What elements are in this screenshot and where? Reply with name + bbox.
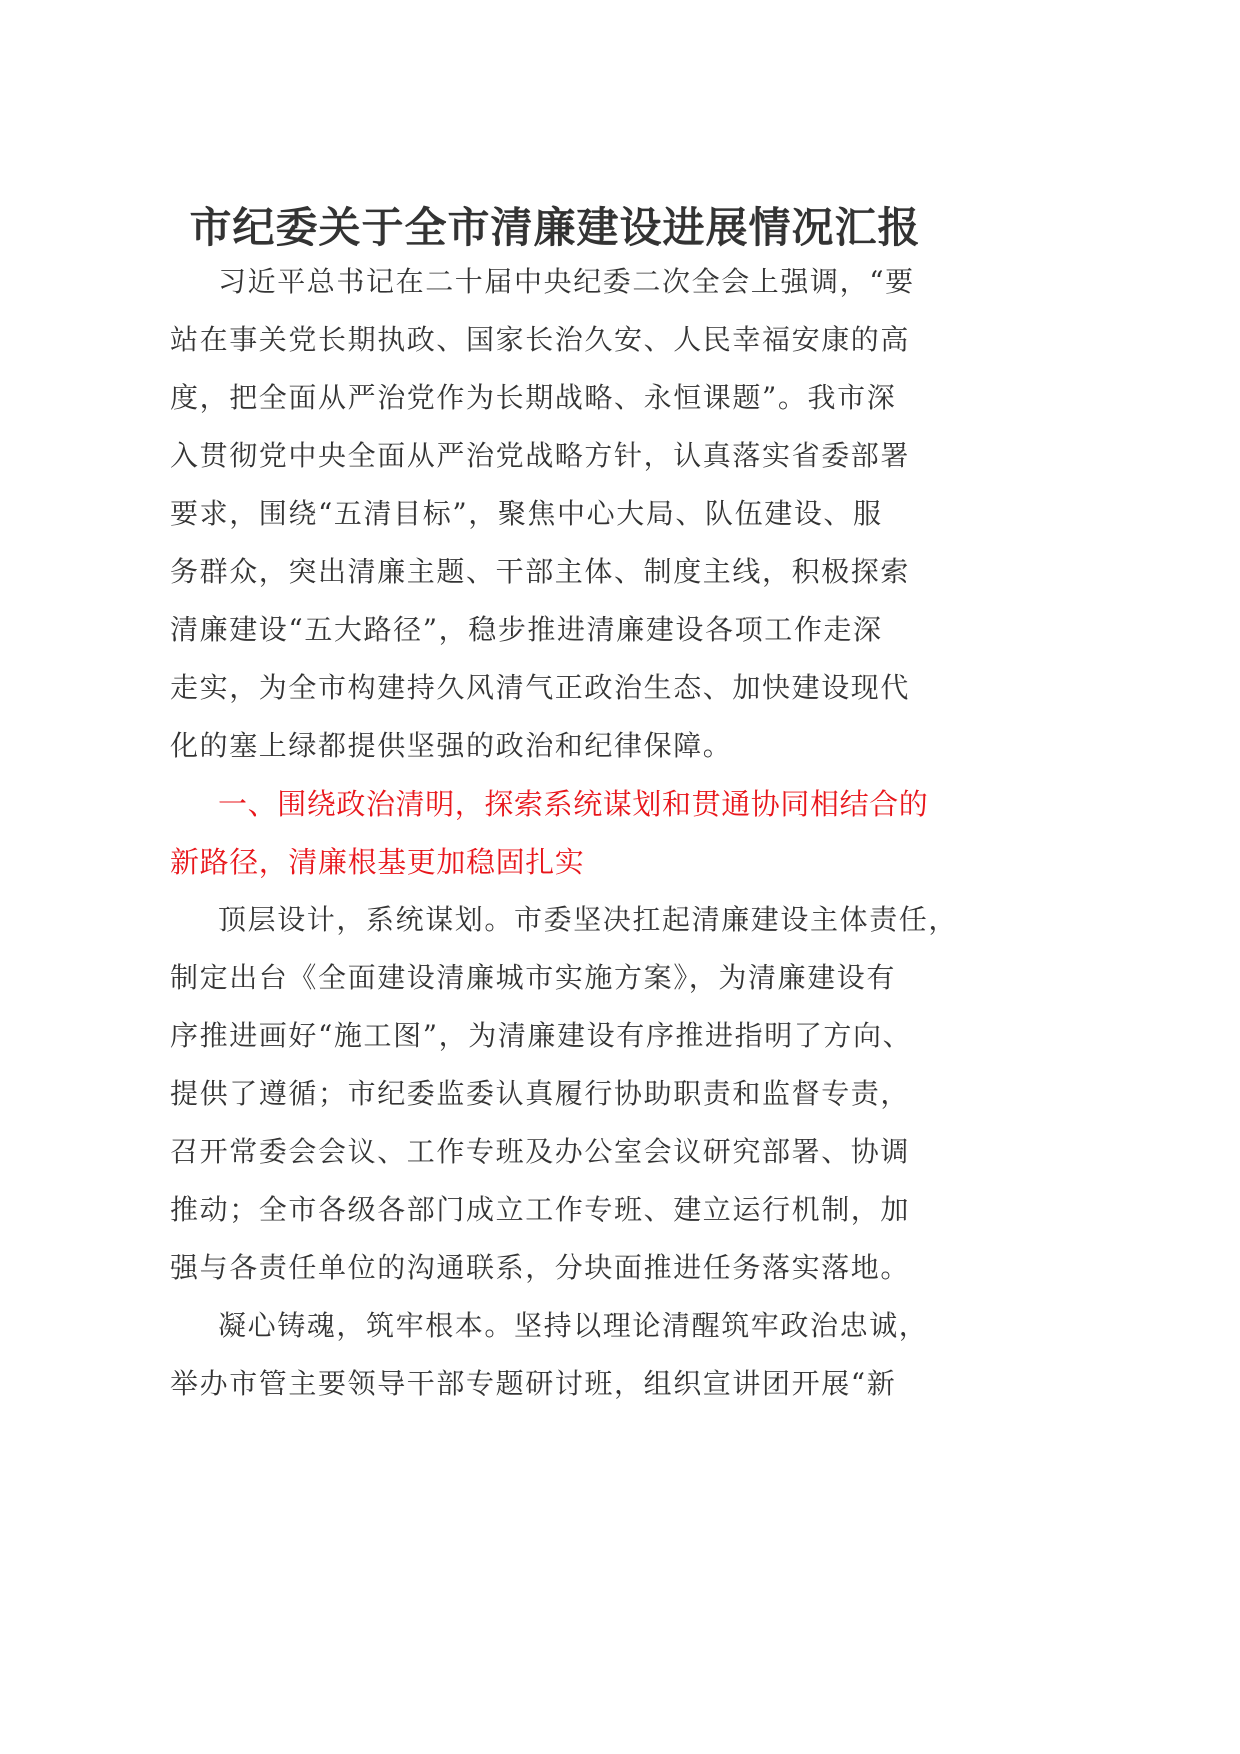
paragraph: [170, 1297, 970, 1413]
text-line: 一、围绕政治清明，探索系统谋划和贯通协同相结合的: [218, 787, 929, 821]
document-body: [170, 253, 970, 1413]
text-line: 要求，围绕“五清目标”，聚焦中心大局、队伍建设、服: [170, 497, 883, 530]
document-title: 市纪委关于全市清廉建设进展情况汇报: [189, 203, 921, 253]
section-heading: [170, 775, 970, 891]
text-line: 务群众，突出清廉主题、干部主体、制度主线，积极探索: [170, 555, 911, 588]
text-line: 凝心铸魂，筑牢根本。坚持以理论清醒筑牢政治忠诚，: [218, 1309, 929, 1342]
text-line: 制定出台《全面建设清廉城市实施方案》，为清廉建设有: [170, 961, 897, 994]
text-line: 走实，为全市构建持久风清气正政治生态、加快建设现代: [170, 671, 911, 704]
text-line: 新路径，清廉根基更加稳固扎实: [170, 845, 585, 879]
text-line: 化的塞上绿都提供坚强的政治和纪律保障。: [170, 729, 733, 762]
text-line: 举办市管主要领导干部专题研讨班，组织宣讲团开展“新: [170, 1367, 897, 1400]
text-line: 习近平总书记在二十届中央纪委二次全会上强调，“要: [218, 265, 915, 298]
text-line: 序推进画好“施工图”，为清廉建设有序推进指明了方向、: [170, 1019, 913, 1052]
text-line: 强与各责任单位的沟通联系，分块面推进任务落实落地。: [170, 1251, 911, 1284]
paragraph: [170, 253, 970, 775]
paragraph: [170, 891, 970, 1297]
text-line: 清廉建设“五大路径”，稳步推进清廉建设各项工作走深: [170, 613, 883, 646]
text-line: 入贯彻党中央全面从严治党战略方针，认真落实省委部署: [170, 439, 911, 472]
text-line: 提供了遵循；市纪委监委认真履行协助职责和监督专责，: [170, 1077, 911, 1110]
text-line: 召开常委会会议、工作专班及办公室会议研究部署、协调: [170, 1135, 911, 1168]
text-line: 度，把全面从严治党作为长期战略、永恒课题”。我市深: [170, 381, 897, 414]
text-line: 顶层设计，系统谋划。市委坚决扛起清廉建设主体责任，: [218, 903, 959, 936]
text-line: 推动；全市各级各部门成立工作专班、建立运行机制，加: [170, 1193, 911, 1226]
text-line: 站在事关党长期执政、国家长治久安、人民幸福安康的高: [170, 323, 911, 356]
